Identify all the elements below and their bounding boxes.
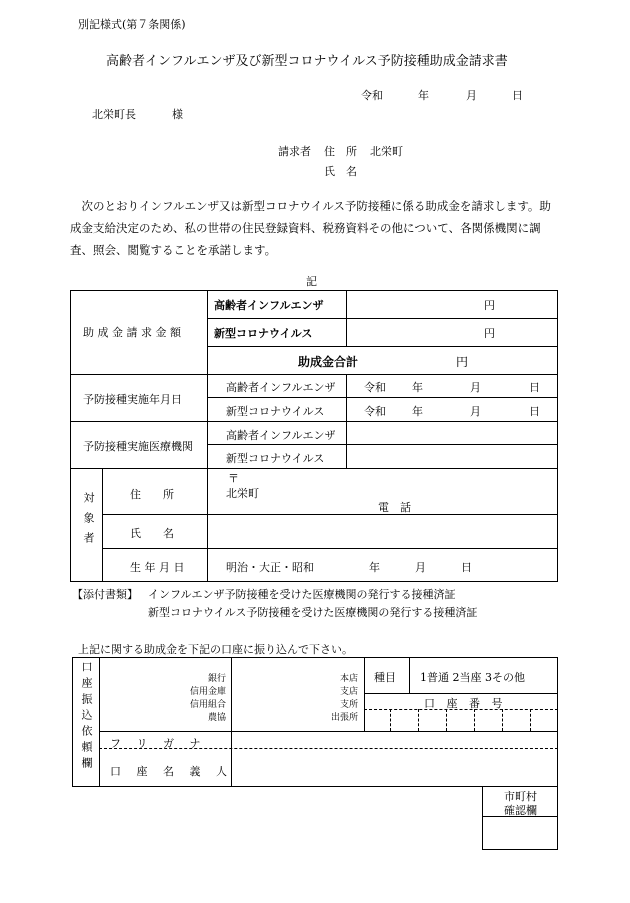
date-day: 日 <box>512 89 523 102</box>
applicant-name-label: 氏 名 <box>324 165 357 178</box>
bank-type-noukyou: 農協 <box>207 713 226 723</box>
account-kind-options: 1普通 2当座 3その他 <box>420 671 525 684</box>
bank-note: 上記に関する助成金を下記の口座に振り込んで下さい。 <box>78 643 353 656</box>
account-holder-label: 口 座 名 義 人 <box>110 765 233 778</box>
postal-mark: 〒 <box>228 472 239 485</box>
dob-year: 年 <box>369 561 380 574</box>
bank-type-kumiai: 信用組合 <box>189 700 226 710</box>
subject-dob-label: 生 年 月 日 <box>130 561 185 574</box>
attachments-label: 【添付書類】 <box>72 588 138 601</box>
phone-label: 電 話 <box>378 501 411 514</box>
subject-town: 北栄町 <box>226 487 259 500</box>
date-covid-label: 新型コロナウイルス <box>226 405 325 418</box>
date-month: 月 <box>466 89 477 102</box>
date-covid-day: 日 <box>529 405 540 418</box>
consent-paragraph: 次のとおりインフルエンザ又は新型コロナウイルス予防接種に係る助成金を請求します。助成金支給決定のため、私の世帯の住民登録資料、税務資料その他について、各関係機関に調査、照会、閲覧することを承諾します。 <box>70 199 551 257</box>
institution-label: 予防接種実施医療機関 <box>83 440 193 453</box>
date-covid-month: 月 <box>470 405 481 418</box>
inst-covid-label: 新型コロナウイルス <box>226 452 325 465</box>
date-era: 令和 <box>361 89 383 102</box>
applicant-label: 請求者 <box>278 145 311 158</box>
bank-type-bank: 銀行 <box>207 674 226 684</box>
confirm-line-2: 確認欄 <box>504 804 537 817</box>
dob-month: 月 <box>415 561 426 574</box>
bank-type-shinkin: 信用金庫 <box>189 687 226 697</box>
amount-covid-label: 新型コロナウイルス <box>214 327 313 340</box>
subject-label: 対象者 <box>82 492 95 552</box>
attachment-item-2: 新型コロナウイルス予防接種を受けた医療機関の発行する接種済証 <box>148 606 478 619</box>
dob-eras: 明治・大正・昭和 <box>226 561 314 574</box>
vaccination-date-label: 予防接種実施年月日 <box>83 393 182 406</box>
subject-address-label: 住 所 <box>130 488 174 501</box>
subject-name-label: 氏 名 <box>130 527 174 540</box>
ki-heading: 記 <box>306 275 317 288</box>
date-flu-month: 月 <box>470 381 481 394</box>
branch-shucchoujo: 出張所 <box>330 713 358 723</box>
branch-honten: 本店 <box>339 674 358 684</box>
total-label: 助成金合計 <box>298 355 359 369</box>
bank-side-label: 口座振込依頼欄 <box>80 661 93 773</box>
dob-day: 日 <box>461 561 472 574</box>
amount-label: 助 成 金 請 求 金 額 <box>83 326 181 339</box>
inst-flu-label: 高齢者インフルエンザ <box>226 429 336 442</box>
attachment-item-1: インフルエンザ予防接種を受けた医療機関の発行する接種済証 <box>148 588 456 601</box>
applicant-address-label: 住 所 <box>324 145 357 158</box>
form-reference: 別記様式(第７条関係) <box>78 18 186 31</box>
account-number-label: 口 座 番 号 <box>424 697 507 710</box>
honorific: 様 <box>172 108 183 121</box>
date-flu-year: 年 <box>412 381 423 394</box>
furigana-label: フ リ ガ ナ <box>110 737 207 750</box>
date-flu-label: 高齢者インフルエンザ <box>226 381 336 394</box>
date-covid-era: 令和 <box>364 405 386 418</box>
amount-covid-yen: 円 <box>484 327 495 340</box>
document-title: 高齢者インフルエンザ及び新型コロナウイルス予防接種助成金請求書 <box>106 54 508 69</box>
total-yen: 円 <box>456 355 469 369</box>
date-flu-day: 日 <box>529 381 540 394</box>
branch-shisho: 支所 <box>339 700 358 710</box>
confirm-line-1: 市町村 <box>504 790 537 803</box>
amount-flu-label: 高齢者インフルエンザ <box>214 299 324 312</box>
account-kind-label: 種目 <box>374 671 396 684</box>
addressee: 北栄町長 <box>92 108 136 121</box>
date-flu-era: 令和 <box>364 381 386 394</box>
branch-shiten: 支店 <box>339 687 358 697</box>
applicant-address-value: 北栄町 <box>370 145 403 158</box>
date-covid-year: 年 <box>412 405 423 418</box>
date-year: 年 <box>418 89 429 102</box>
amount-flu-yen: 円 <box>484 299 495 312</box>
